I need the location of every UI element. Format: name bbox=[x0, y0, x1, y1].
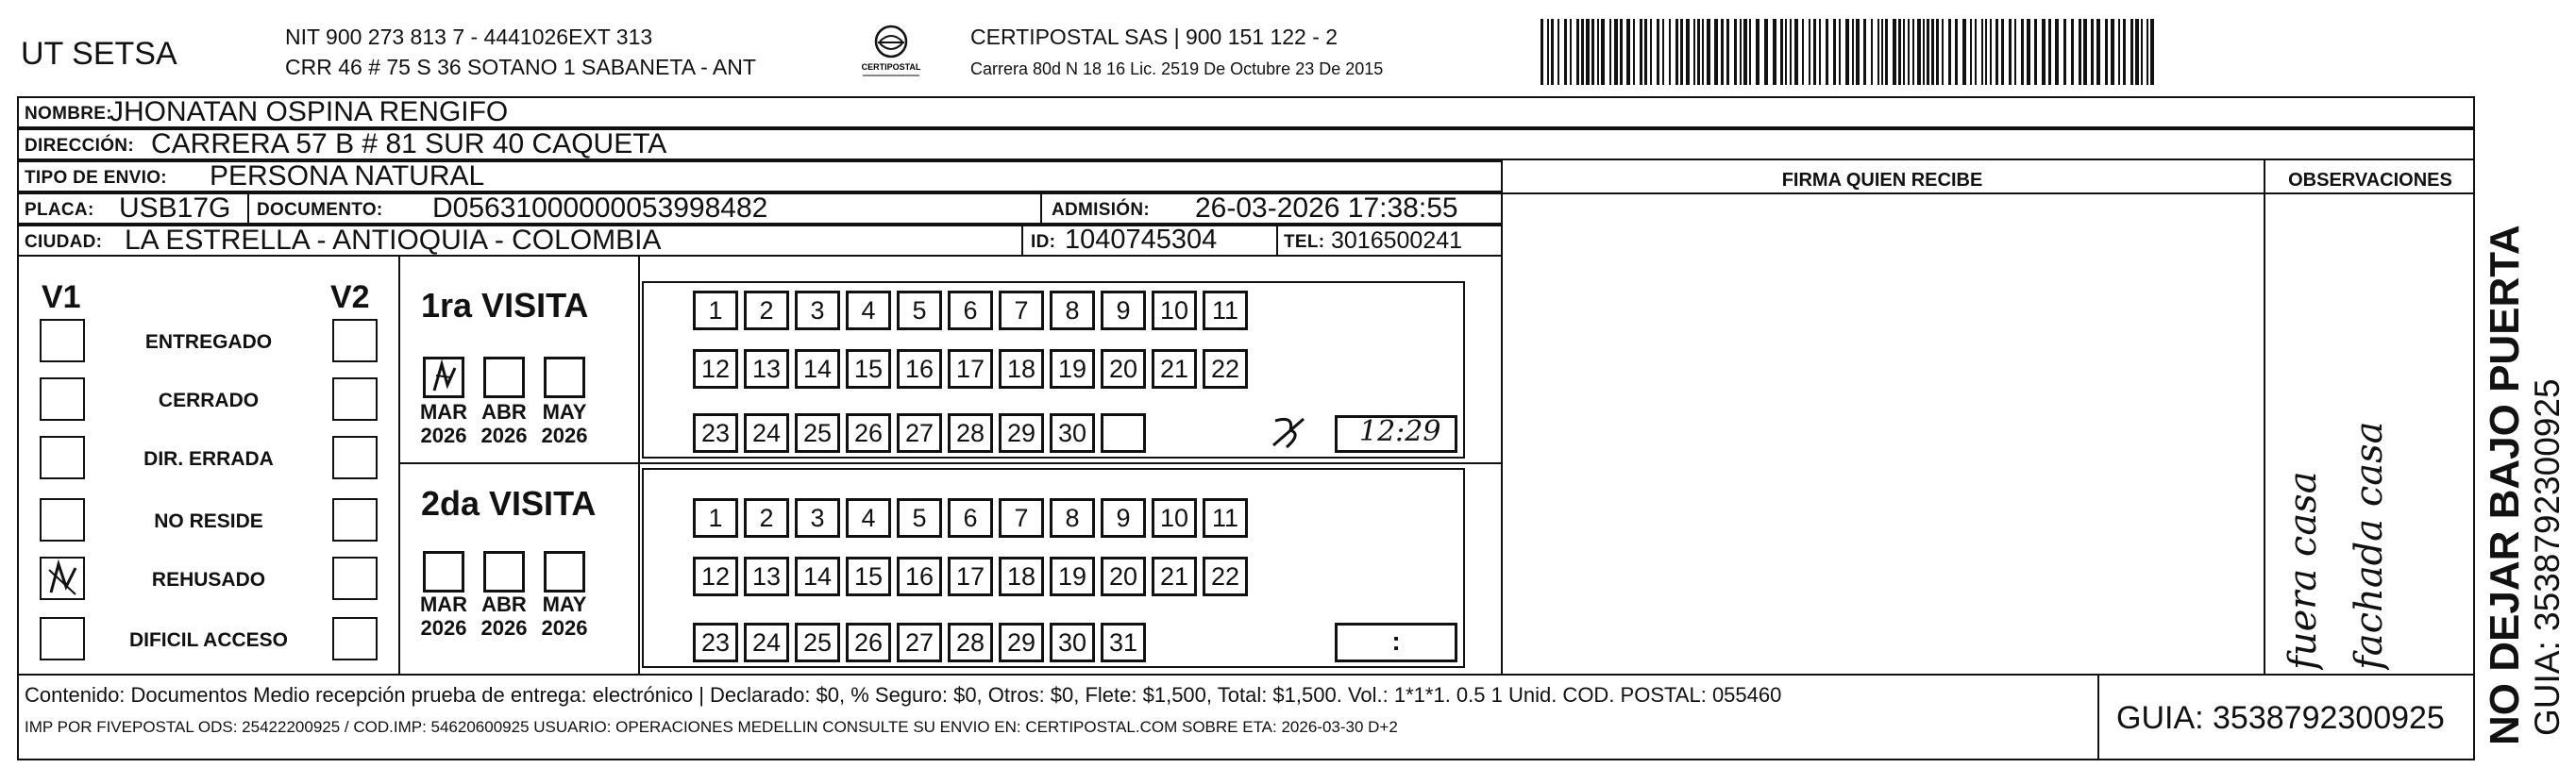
month-box[interactable] bbox=[544, 551, 585, 593]
barcode-bar bbox=[2027, 19, 2030, 85]
month-box[interactable] bbox=[423, 551, 464, 593]
barcode-bar bbox=[1885, 19, 1888, 85]
barcode-bar bbox=[1773, 19, 1776, 85]
barcode-bar bbox=[1981, 19, 1983, 85]
barcode-bar bbox=[2083, 19, 2087, 85]
barcode-bar bbox=[1633, 19, 1635, 85]
day-box-18[interactable]: 18 bbox=[999, 349, 1044, 389]
v1-checkbox-3[interactable] bbox=[40, 436, 85, 479]
day-box-13[interactable]: 13 bbox=[744, 557, 789, 596]
day-box-24[interactable]: 24 bbox=[744, 623, 789, 662]
day-box-8[interactable]: 8 bbox=[1050, 291, 1095, 330]
barcode-bar bbox=[1756, 19, 1759, 85]
day-box-5[interactable]: 5 bbox=[897, 498, 942, 538]
nit-line-2: CRR 46 # 75 S 36 SOTANO 1 SABANETA - ANT bbox=[285, 55, 756, 79]
documento-label: DOCUMENTO: bbox=[257, 200, 383, 220]
barcode-bar bbox=[1686, 19, 1690, 85]
barcode-bar bbox=[1734, 19, 1737, 85]
barcode-bar bbox=[1609, 19, 1611, 85]
status-label: CERRADO bbox=[158, 390, 260, 411]
v1-checkbox-1[interactable] bbox=[40, 319, 85, 362]
day-box-11[interactable]: 11 bbox=[1203, 498, 1248, 538]
day-box-12[interactable]: 12 bbox=[693, 349, 738, 389]
barcode-bar bbox=[2079, 19, 2081, 85]
barcode-bar bbox=[1693, 19, 1695, 85]
barcode-bar bbox=[1833, 19, 1836, 85]
barcode-bar bbox=[1657, 19, 1659, 85]
firma-header: FIRMA QUIEN RECIBE bbox=[1781, 170, 1983, 191]
company-name: UT SETSA bbox=[21, 36, 177, 72]
day-box-19[interactable]: 19 bbox=[1050, 349, 1095, 389]
day-box-16[interactable]: 16 bbox=[897, 557, 942, 596]
status-label: DIFICIL ACCESO bbox=[128, 629, 288, 651]
id-value: 1040745304 bbox=[1065, 225, 1218, 255]
barcode-bar bbox=[2118, 19, 2120, 85]
certipostal-logo-icon bbox=[851, 23, 931, 81]
barcode-bar bbox=[2141, 19, 2143, 85]
day-box-11[interactable]: 11 bbox=[1203, 291, 1248, 330]
day-box-17[interactable]: 17 bbox=[948, 557, 993, 596]
barcode-bar bbox=[1809, 19, 1810, 85]
barcode-bar bbox=[1576, 19, 1579, 85]
barcode-bar bbox=[1995, 19, 1998, 85]
barcode-bar bbox=[1721, 19, 1724, 85]
rehusado-check-mark-icon bbox=[42, 559, 83, 600]
day-box-29[interactable]: 29 bbox=[999, 623, 1044, 662]
day-box-20[interactable]: 20 bbox=[1101, 349, 1146, 389]
barcode-bar bbox=[1620, 19, 1623, 85]
barcode-bar bbox=[2048, 19, 2051, 85]
v1-checkbox-4[interactable] bbox=[40, 498, 85, 542]
footer-contenido: Contenido: Documentos Medio recepción prueba de entrega: electrónico | Declarado: $0, % Seguro: $0, Otros: $0, Flete: $1,500, Total: $1,500. Vol.: 1*1*1. 0.5 1 Unid. COD. POSTAL: 055460 bbox=[25, 683, 1782, 707]
month-name: MAY bbox=[542, 593, 587, 616]
barcode-bar bbox=[1749, 19, 1751, 85]
v2-label: V2 bbox=[330, 279, 370, 315]
month-name: MAR bbox=[419, 593, 468, 616]
barcode-bar bbox=[1551, 19, 1554, 85]
barcode-bar bbox=[2001, 19, 2004, 85]
barcode-bar bbox=[2147, 19, 2148, 85]
day-box-28[interactable]: 28 bbox=[948, 623, 993, 662]
tel-label: TEL: bbox=[1284, 232, 1325, 252]
carrier-line-1: CERTIPOSTAL SAS | 900 151 122 - 2 bbox=[970, 25, 1339, 49]
barcode-bar bbox=[1614, 19, 1618, 85]
barcode-bar bbox=[1856, 19, 1860, 85]
barcode-bar bbox=[1948, 19, 1951, 85]
barcode-bar bbox=[1839, 19, 1841, 85]
barcode-bar bbox=[1586, 19, 1590, 85]
barcode-bar bbox=[1936, 19, 1939, 85]
month-box[interactable] bbox=[483, 551, 525, 593]
barcode-bar bbox=[1714, 19, 1718, 85]
barcode-bar bbox=[1794, 19, 1798, 85]
barcode-bar bbox=[1898, 19, 1901, 85]
month-name: ABR bbox=[481, 593, 527, 616]
barcode-bar bbox=[1680, 19, 1683, 85]
month-label bbox=[471, 593, 537, 641]
v2-checkbox-2[interactable] bbox=[332, 377, 378, 421]
month-year: 2026 bbox=[420, 424, 467, 448]
time-separator: : bbox=[1391, 626, 1401, 656]
barcode-bar bbox=[1975, 19, 1977, 85]
day-box-17[interactable]: 17 bbox=[948, 349, 993, 389]
barcode-bar bbox=[1912, 19, 1914, 85]
barcode-bar bbox=[1601, 19, 1605, 85]
v2-checkbox-4[interactable] bbox=[332, 498, 378, 542]
day-box-20[interactable]: 20 bbox=[1101, 557, 1146, 596]
month-name: MAR bbox=[419, 400, 468, 424]
barcode-bar bbox=[1908, 19, 1910, 85]
status-label: DIR. ERRADA bbox=[143, 448, 274, 470]
barcode-bar bbox=[1675, 19, 1678, 85]
barcode-bar bbox=[1597, 19, 1599, 85]
barcode-bar bbox=[1702, 19, 1704, 85]
svg-text:CERTIPOSTAL: CERTIPOSTAL bbox=[861, 62, 921, 72]
footer-guia: GUIA: 3538792300925 bbox=[2116, 700, 2445, 736]
day-box-2[interactable]: 2 bbox=[744, 291, 789, 330]
v2-checkbox-1[interactable] bbox=[332, 319, 378, 362]
day-box-25[interactable]: 25 bbox=[795, 623, 840, 662]
month-name: MAY bbox=[542, 400, 587, 424]
day-box-9[interactable]: 9 bbox=[1101, 498, 1146, 538]
day-box-22[interactable]: 22 bbox=[1203, 349, 1248, 389]
day-box-26[interactable]: 26 bbox=[846, 623, 891, 662]
barcode-bar bbox=[1650, 19, 1652, 85]
barcode-bar bbox=[1662, 19, 1664, 85]
day-box-10[interactable]: 10 bbox=[1152, 291, 1197, 330]
observaciones-header: OBSERVACIONES bbox=[2288, 170, 2452, 191]
barcode-bar bbox=[2042, 19, 2046, 85]
status-label: NO RESIDE bbox=[154, 510, 263, 532]
barcode-bar bbox=[1985, 19, 1987, 85]
barcode-bar bbox=[2135, 19, 2139, 85]
barcode-bar bbox=[2034, 19, 2037, 85]
barcode-bar bbox=[1644, 19, 1647, 85]
barcode-bar bbox=[1790, 19, 1792, 85]
barcode-bar bbox=[2055, 19, 2059, 85]
barcode-bar bbox=[2150, 19, 2154, 85]
month-label bbox=[531, 593, 598, 641]
day-box-29[interactable]: 29 bbox=[999, 413, 1044, 453]
day-box-15[interactable]: 15 bbox=[846, 349, 891, 389]
barcode-bar bbox=[2009, 19, 2012, 85]
day-box-23[interactable]: 23 bbox=[693, 413, 738, 453]
barcode-bar bbox=[1626, 19, 1630, 85]
day-box-18[interactable]: 18 bbox=[999, 557, 1044, 596]
barcode-bar bbox=[1917, 19, 1921, 85]
documento-value: D05631000000053998482 bbox=[432, 192, 768, 224]
day-box-30[interactable]: 30 bbox=[1050, 623, 1095, 662]
observaciones-note-line-2: fachada casa bbox=[2348, 421, 2391, 670]
nit-line-1: NIT 900 273 813 7 - 4441026EXT 313 bbox=[285, 25, 653, 49]
day-box-31[interactable] bbox=[1101, 413, 1146, 453]
day-box-1[interactable]: 1 bbox=[693, 291, 738, 330]
day-box-14[interactable]: 14 bbox=[795, 349, 840, 389]
barcode-bar bbox=[1726, 19, 1729, 85]
barcode-bar bbox=[2111, 19, 2114, 85]
barcode-bar bbox=[1785, 19, 1787, 85]
admision-value: 26-03-2026 17:38:55 bbox=[1195, 192, 1458, 224]
barcode-bar bbox=[1570, 19, 1572, 85]
day-box-9[interactable]: 9 bbox=[1101, 291, 1146, 330]
ciudad-label: CIUDAD: bbox=[25, 232, 103, 252]
ciudad-value: LA ESTRELLA - ANTIOQUIA - COLOMBIA bbox=[125, 225, 662, 256]
day-box-21[interactable]: 21 bbox=[1152, 349, 1197, 389]
barcode-bar bbox=[1863, 19, 1866, 85]
status-label: ENTREGADO bbox=[144, 331, 273, 353]
check-mark-icon bbox=[423, 357, 464, 398]
barcode-bar bbox=[1927, 19, 1929, 85]
day-box-22[interactable]: 22 bbox=[1203, 557, 1248, 596]
observaciones-note-line-1: fuera casa bbox=[2281, 471, 2325, 670]
barcode-bar bbox=[1931, 19, 1934, 85]
day-box-19[interactable]: 19 bbox=[1050, 557, 1095, 596]
day-box-30[interactable]: 30 bbox=[1050, 413, 1095, 453]
day-box-23[interactable]: 23 bbox=[693, 623, 738, 662]
barcode bbox=[1541, 19, 2160, 85]
barcode-bar bbox=[1697, 19, 1700, 85]
day-box-4[interactable]: 4 bbox=[846, 291, 891, 330]
barcode-bar bbox=[1564, 19, 1567, 85]
day-box-1[interactable]: 1 bbox=[693, 498, 738, 538]
footer-imp: IMP POR FIVEPOSTAL ODS: 25422200925 / COD.IMP: 54620600925 USUARIO: OPERACIONES MEDELLIN CONSULTE SU ENVIO EN: CERTIPOSTAL.COM SOBRE ETA: 2026-03-30 D+2 bbox=[25, 718, 1398, 736]
observaciones-note bbox=[2267, 198, 2471, 670]
barcode-bar bbox=[1852, 19, 1854, 85]
barcode-bar bbox=[1923, 19, 1925, 85]
direccion-value: CARRERA 57 B # 81 SUR 40 CAQUETA bbox=[151, 128, 667, 159]
second-visit-title: 2da VISITA bbox=[421, 484, 597, 523]
barcode-bar bbox=[1881, 19, 1883, 85]
barcode-bar bbox=[1707, 19, 1710, 85]
barcode-bar bbox=[2014, 19, 2016, 85]
day-box-4[interactable]: 4 bbox=[846, 498, 891, 538]
day-box-25[interactable]: 25 bbox=[795, 413, 840, 453]
month-box[interactable] bbox=[544, 357, 585, 398]
barcode-bar bbox=[2130, 19, 2133, 85]
barcode-bar bbox=[1802, 19, 1804, 85]
tipo-label: TIPO DE ENVIO: bbox=[25, 168, 167, 188]
nombre-value: JHONATAN OSPINA RENGIFO bbox=[109, 96, 509, 127]
v1-label: V1 bbox=[42, 279, 81, 315]
barcode-bar bbox=[1557, 19, 1559, 85]
tel-value: 3016500241 bbox=[1331, 227, 1463, 254]
side-notice: NO DEJAR BAJO PUERTA bbox=[2482, 225, 2528, 745]
day-box-24[interactable]: 24 bbox=[744, 413, 789, 453]
day-box-16[interactable]: 16 bbox=[897, 349, 942, 389]
day-box-7[interactable]: 7 bbox=[999, 498, 1044, 538]
day-box-7[interactable]: 7 bbox=[999, 291, 1044, 330]
day-box-21[interactable]: 21 bbox=[1152, 557, 1197, 596]
barcode-bar bbox=[1581, 19, 1584, 85]
month-label bbox=[531, 400, 598, 448]
month-box[interactable] bbox=[483, 357, 525, 398]
day-box-31[interactable]: 31 bbox=[1101, 623, 1146, 662]
barcode-bar bbox=[1591, 19, 1594, 85]
v2-checkbox-3[interactable] bbox=[332, 436, 378, 479]
barcode-bar bbox=[2091, 19, 2094, 85]
day-box-13[interactable]: 13 bbox=[744, 349, 789, 389]
barcode-bar bbox=[1942, 19, 1944, 85]
day-box-6[interactable]: 6 bbox=[948, 498, 993, 538]
nombre-label: NOMBRE: bbox=[25, 104, 112, 124]
day-box-15[interactable]: 15 bbox=[846, 557, 891, 596]
barcode-bar bbox=[1826, 19, 1828, 85]
barcode-bar bbox=[1877, 19, 1879, 85]
tipo-value: PERSONA NATURAL bbox=[210, 160, 485, 192]
barcode-bar bbox=[2105, 19, 2108, 85]
barcode-bar bbox=[1764, 19, 1768, 85]
admision-label: ADMISIÓN: bbox=[1052, 200, 1151, 220]
month-year: 2026 bbox=[541, 424, 588, 448]
v2-checkbox-6[interactable] bbox=[332, 617, 378, 660]
placa-value: USB17G bbox=[119, 192, 231, 224]
barcode-bar bbox=[1871, 19, 1873, 85]
day-box-14[interactable]: 14 bbox=[795, 557, 840, 596]
month-label bbox=[411, 400, 477, 448]
carrier-line-2: Carrera 80d N 18 16 Lic. 2519 De Octubre 23 De 2015 bbox=[970, 59, 1384, 78]
side-guia: GUIA: 3538792300925 bbox=[2528, 378, 2567, 736]
barcode-bar bbox=[1845, 19, 1849, 85]
first-visit-title: 1ra VISITA bbox=[421, 286, 589, 325]
barcode-bar bbox=[1893, 19, 1896, 85]
barcode-bar bbox=[2063, 19, 2066, 85]
day-box-27[interactable]: 27 bbox=[897, 623, 942, 662]
month-year: 2026 bbox=[541, 616, 588, 641]
v1-checkbox-2[interactable] bbox=[40, 377, 85, 421]
barcode-bar bbox=[1780, 19, 1783, 85]
day-box-27[interactable]: 27 bbox=[897, 413, 942, 453]
barcode-bar bbox=[1547, 19, 1549, 85]
month-name: ABR bbox=[481, 400, 527, 424]
day-box-6[interactable]: 6 bbox=[948, 291, 993, 330]
barcode-bar bbox=[1669, 19, 1671, 85]
barcode-bar bbox=[1990, 19, 1992, 85]
placa-label: PLACA: bbox=[25, 200, 94, 220]
month-year: 2026 bbox=[480, 616, 528, 641]
direccion-label: DIRECCIÓN: bbox=[25, 136, 134, 156]
day-box-2[interactable]: 2 bbox=[744, 498, 789, 538]
barcode-bar bbox=[2071, 19, 2074, 85]
barcode-bar bbox=[1903, 19, 1905, 85]
day-box-28[interactable]: 28 bbox=[948, 413, 993, 453]
barcode-bar bbox=[1813, 19, 1816, 85]
day-box-26[interactable]: 26 bbox=[846, 413, 891, 453]
day-box-8[interactable]: 8 bbox=[1050, 498, 1095, 538]
day-box-5[interactable]: 5 bbox=[897, 291, 942, 330]
id-label: ID: bbox=[1031, 232, 1056, 252]
barcode-bar bbox=[1970, 19, 1972, 85]
day-box-12[interactable]: 12 bbox=[693, 557, 738, 596]
day-box-10[interactable]: 10 bbox=[1152, 498, 1197, 538]
day-box-3[interactable]: 3 bbox=[795, 498, 840, 538]
barcode-bar bbox=[1541, 19, 1543, 85]
barcode-bar bbox=[1819, 19, 1821, 85]
barcode-bar bbox=[1955, 19, 1958, 85]
month-label bbox=[471, 400, 537, 448]
barcode-bar bbox=[2096, 19, 2100, 85]
month-label bbox=[411, 593, 477, 641]
v1-checkbox-6[interactable] bbox=[40, 617, 85, 660]
barcode-bar bbox=[1962, 19, 1966, 85]
barcode-bar bbox=[2123, 19, 2126, 85]
month-year: 2026 bbox=[480, 424, 528, 448]
handwritten-time: 12:29 bbox=[1359, 415, 1441, 448]
day-box-3[interactable]: 3 bbox=[795, 291, 840, 330]
barcode-bar bbox=[1640, 19, 1642, 85]
month-year: 2026 bbox=[420, 616, 467, 641]
crossed-day-31-icon bbox=[1266, 413, 1311, 453]
barcode-bar bbox=[1743, 19, 1747, 85]
barcode-bar bbox=[2021, 19, 2024, 85]
v2-checkbox-5[interactable] bbox=[332, 557, 378, 600]
barcode-bar bbox=[1740, 19, 1742, 85]
status-label: REHUSADO bbox=[151, 569, 266, 591]
